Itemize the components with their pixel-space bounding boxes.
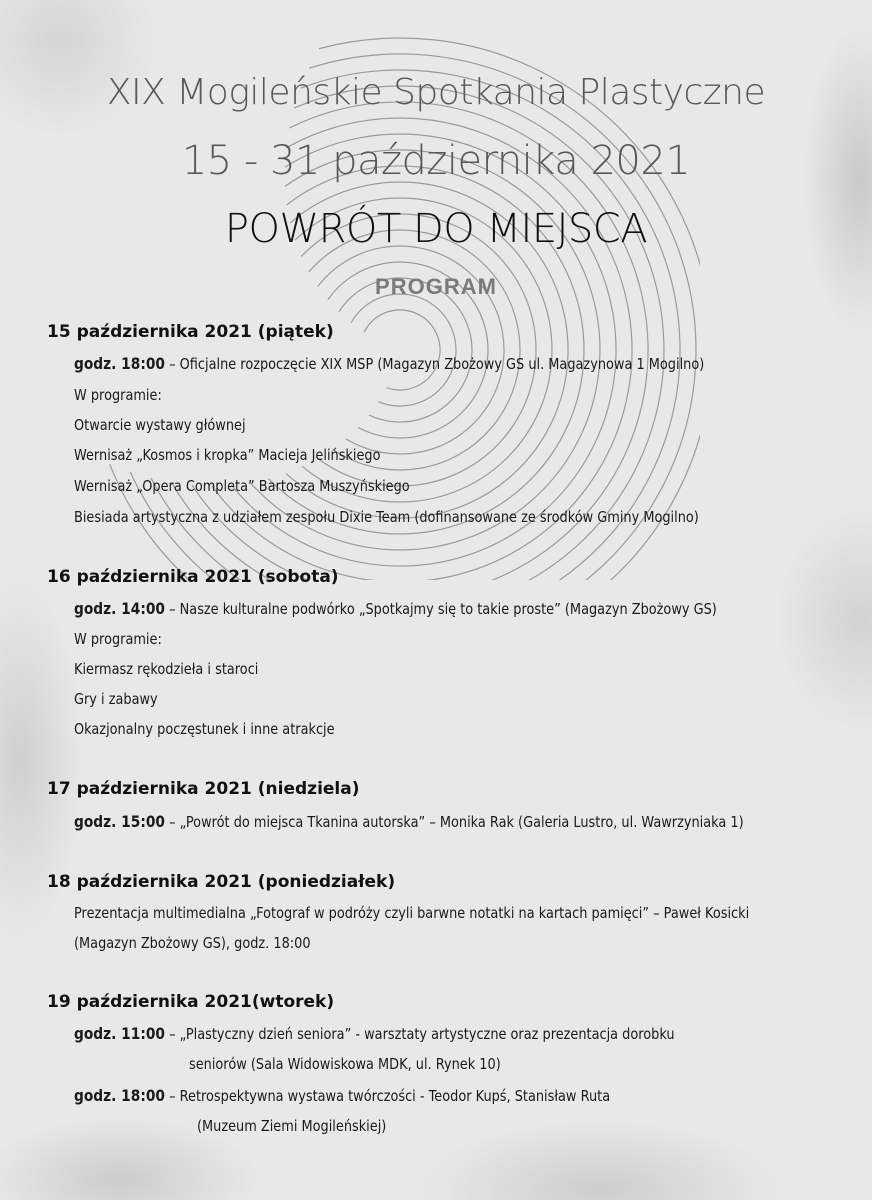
day-heading: 19 października 2021(wtorek) xyxy=(47,992,335,1012)
event-line xyxy=(74,812,744,831)
list-item: W programie: xyxy=(74,386,162,404)
event-time: godz. 14:00 xyxy=(74,599,165,618)
list-item: Wernisaż „Kosmos i kropka” Macieja Jelińskiego xyxy=(74,446,381,464)
day-heading: 15 października 2021 (piątek) xyxy=(47,322,334,342)
event-time: godz. 15:00 xyxy=(74,812,165,831)
spiral-ring xyxy=(364,310,440,390)
day-heading: 16 października 2021 (sobota) xyxy=(47,567,339,587)
event-desc: – „Plastyczny dzień seniora” - warsztaty artystyczne oraz prezentacja dorobku xyxy=(164,1025,675,1043)
day-heading: 17 października 2021 (niedziela) xyxy=(47,779,360,799)
event-line xyxy=(74,354,704,373)
event-desc-continued: (Muzeum Ziemi Mogileńskiej) xyxy=(197,1117,387,1135)
list-item: W programie: xyxy=(74,630,162,648)
event-desc: – Oficjalne rozpoczęcie XIX MSP (Magazyn Zbożowy GS ul. Magazynowa 1 Mogilno) xyxy=(164,355,705,373)
list-item: Gry i zabawy xyxy=(74,690,158,708)
list-item: Wernisaż „Opera Completa” Bartosza Muszyńskiego xyxy=(74,477,410,495)
event-time: godz. 18:00 xyxy=(74,354,165,373)
day-heading: 18 października 2021 (poniedziałek) xyxy=(47,872,396,892)
list-item: Okazjonalny poczęstunek i inne atrakcje xyxy=(74,720,335,738)
event-title: XIX Mogileńskie Spotkania Plastyczne xyxy=(106,72,766,113)
list-item: Kiermasz rękodzieła i staroci xyxy=(74,660,259,678)
event-time: godz. 18:00 xyxy=(74,1086,165,1105)
spiral-ring xyxy=(110,38,700,580)
event-theme: POWRÓT DO MIEJSCA xyxy=(224,206,648,252)
event-desc: – Nasze kulturalne podwórko „Spotkajmy się to takie proste” (Magazyn Zbożowy GS) xyxy=(164,600,717,618)
program-label: PROGRAM xyxy=(375,274,497,299)
event-dates: 15 - 31 października 2021 xyxy=(181,138,691,184)
event-desc-continued: seniorów (Sala Widowiskowa MDK, ul. Rynek 10) xyxy=(189,1055,501,1073)
event-line xyxy=(74,1086,610,1105)
spiral-ring xyxy=(231,134,616,566)
event-desc: – „Powrót do miejsca Tkanina autorska” – Monika Rak (Galeria Lustro, ul. Wawrzyniaka 1) xyxy=(164,813,744,831)
event-time: godz. 11:00 xyxy=(74,1024,165,1043)
event-line xyxy=(74,1024,675,1043)
list-item: Otwarcie wystawy głównej xyxy=(74,416,246,434)
list-item: Biesiada artystyczna z udziałem zespołu Dixie Team (dofinansowane ze środków Gminy Mogilno) xyxy=(74,508,699,526)
list-item: Prezentacja multimedialna „Fotograf w podróży czyli barwne notatki na kartach pamięci” – Paweł Kosicki xyxy=(74,904,750,922)
event-line xyxy=(74,599,717,618)
event-desc: – Retrospektywna wystawa twórczości - Teodor Kupś, Stanisław Ruta xyxy=(164,1087,611,1105)
list-item: (Magazyn Zbożowy GS), godz. 18:00 xyxy=(74,934,311,952)
